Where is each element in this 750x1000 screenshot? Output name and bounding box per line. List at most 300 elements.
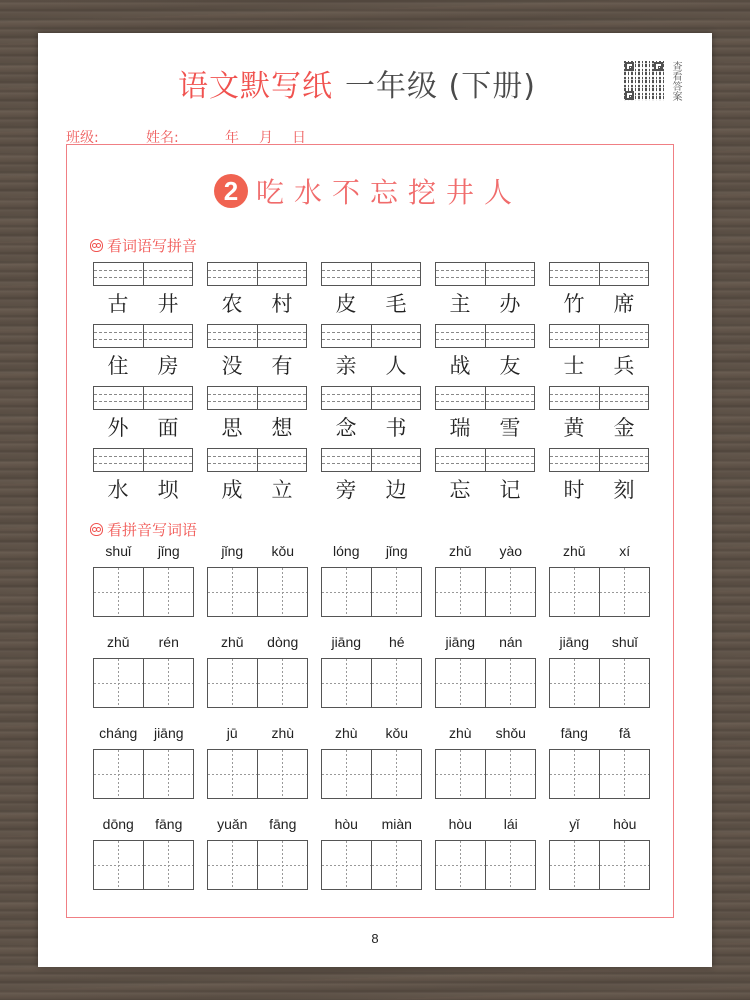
tianzige-cell[interactable] bbox=[550, 750, 599, 798]
pinyin-writing-cell[interactable] bbox=[550, 449, 599, 471]
pinyin-syllable: cháng bbox=[99, 725, 138, 741]
tianzige-cell[interactable] bbox=[143, 750, 193, 798]
year-label: 年 bbox=[225, 130, 239, 146]
pinyin-syllable: zhù bbox=[448, 725, 472, 741]
word-characters bbox=[207, 350, 307, 380]
word-item bbox=[549, 448, 649, 504]
pinyin-writing-cell[interactable] bbox=[436, 387, 485, 409]
pinyin-syllable: yuǎn bbox=[217, 816, 248, 832]
tianzige-grid[interactable] bbox=[207, 567, 308, 617]
tianzige-cell[interactable] bbox=[257, 750, 307, 798]
pinyin-writing-cell[interactable] bbox=[599, 387, 649, 409]
word-characters bbox=[435, 412, 535, 442]
word-characters bbox=[435, 474, 535, 504]
tianzige-grid[interactable] bbox=[207, 840, 308, 890]
tianzige-grid[interactable] bbox=[549, 840, 650, 890]
tianzige-cell[interactable] bbox=[371, 750, 421, 798]
pinyin-item bbox=[93, 543, 194, 617]
word-item bbox=[435, 448, 535, 504]
word-item bbox=[321, 262, 421, 318]
pinyin-syllable: hòu bbox=[613, 816, 637, 832]
pinyin-writing-cell[interactable] bbox=[436, 263, 485, 285]
word-row bbox=[93, 386, 663, 442]
hanzi-character: 瑞 bbox=[449, 416, 471, 440]
word-characters bbox=[93, 412, 193, 442]
pinyin-writing-cell[interactable] bbox=[257, 263, 307, 285]
pinyin-item bbox=[435, 816, 536, 890]
tianzige-grid[interactable] bbox=[321, 658, 422, 708]
pinyin-item bbox=[435, 543, 536, 617]
word-characters bbox=[93, 350, 193, 380]
hanzi-character: 皮 bbox=[335, 292, 357, 316]
tianzige-grid[interactable] bbox=[321, 567, 422, 617]
pinyin-item bbox=[93, 816, 194, 890]
pinyin-item bbox=[321, 543, 422, 617]
section-title-text: 看拼音写词语 bbox=[107, 521, 198, 539]
pinyin-syllable: lóng bbox=[333, 543, 360, 559]
tianzige-cell[interactable] bbox=[322, 568, 371, 616]
pinyin-writing-box[interactable] bbox=[549, 262, 649, 286]
pinyin-writing-cell[interactable] bbox=[599, 263, 649, 285]
pinyin-writing-cell[interactable] bbox=[436, 325, 485, 347]
pinyin-item bbox=[207, 634, 308, 708]
pinyin-writing-cell[interactable] bbox=[143, 263, 193, 285]
pinyin-syllable: kǒu bbox=[271, 543, 295, 559]
hanzi-character: 没 bbox=[221, 354, 243, 378]
pinyin-writing-box[interactable] bbox=[321, 324, 421, 348]
pinyin-writing-box[interactable] bbox=[207, 324, 307, 348]
pinyin-writing-box[interactable] bbox=[549, 324, 649, 348]
tianzige-cell[interactable] bbox=[208, 659, 257, 707]
tianzige-cell[interactable] bbox=[599, 568, 649, 616]
pinyin-writing-box[interactable] bbox=[207, 386, 307, 410]
pinyin-syllable: rén bbox=[158, 634, 179, 650]
pinyin-writing-box[interactable] bbox=[435, 262, 535, 286]
pinyin-row bbox=[93, 543, 663, 617]
tianzige-grid[interactable] bbox=[435, 567, 536, 617]
word-item bbox=[93, 262, 193, 318]
word-characters bbox=[435, 288, 535, 318]
page-number: 8 bbox=[371, 931, 379, 946]
word-characters bbox=[93, 474, 193, 504]
pinyin-writing-cell[interactable] bbox=[550, 325, 599, 347]
tianzige-cell[interactable] bbox=[322, 659, 371, 707]
pinyin-item bbox=[321, 816, 422, 890]
pinyin-syllable: fāng bbox=[269, 816, 297, 832]
pinyin-writing-cell[interactable] bbox=[550, 263, 599, 285]
title-main: 语文默写纸 bbox=[178, 69, 333, 104]
pinyin-writing-cell[interactable] bbox=[94, 263, 143, 285]
pinyin-writing-box[interactable] bbox=[435, 324, 535, 348]
pinyin-item bbox=[435, 725, 536, 799]
pinyin-syllable: kǒu bbox=[385, 725, 409, 741]
month-label: 月 bbox=[259, 130, 273, 146]
pinyin-syllable: shuǐ bbox=[611, 634, 638, 650]
pinyin-labels bbox=[435, 816, 536, 836]
pinyin-item bbox=[549, 816, 650, 890]
pinyin-writing-cell[interactable] bbox=[485, 325, 535, 347]
hanzi-character: 席 bbox=[613, 292, 635, 316]
word-row bbox=[93, 262, 663, 318]
word-item bbox=[321, 386, 421, 442]
word-row bbox=[93, 448, 663, 504]
pinyin-syllable: hòu bbox=[334, 816, 358, 832]
pinyin-labels bbox=[207, 634, 308, 654]
tianzige-cell[interactable] bbox=[436, 841, 485, 889]
hanzi-character: 外 bbox=[107, 416, 129, 440]
word-item bbox=[435, 386, 535, 442]
pinyin-syllable: jiāng bbox=[559, 634, 590, 650]
word-characters bbox=[321, 288, 421, 318]
lesson-title: 吃水不忘挖井人 bbox=[256, 176, 523, 209]
pinyin-writing-cell[interactable] bbox=[208, 449, 257, 471]
pinyin-writing-cell[interactable] bbox=[599, 325, 649, 347]
word-characters bbox=[93, 288, 193, 318]
tianzige-grid[interactable] bbox=[435, 749, 536, 799]
pinyin-writing-cell[interactable] bbox=[485, 387, 535, 409]
pinyin-writing-cell[interactable] bbox=[371, 449, 421, 471]
pinyin-syllable: fāng bbox=[560, 725, 588, 741]
pinyin-syllable: jiāng bbox=[331, 634, 362, 650]
section-title-text: 看词语写拼音 bbox=[107, 237, 198, 255]
tianzige-cell[interactable] bbox=[371, 568, 421, 616]
pinyin-row bbox=[93, 725, 663, 799]
pinyin-syllable: fǎ bbox=[618, 725, 631, 741]
pinyin-labels bbox=[549, 543, 650, 563]
pinyin-syllable: lái bbox=[503, 816, 518, 832]
pinyin-item bbox=[93, 634, 194, 708]
tianzige-cell[interactable] bbox=[371, 841, 421, 889]
title-grade: 一年级 (下册) bbox=[345, 69, 536, 104]
word-item bbox=[435, 324, 535, 380]
hanzi-character: 村 bbox=[271, 292, 293, 316]
pinyin-labels bbox=[321, 816, 422, 836]
pinyin-item bbox=[93, 725, 194, 799]
tianzige-grid[interactable] bbox=[321, 749, 422, 799]
owl-icon bbox=[90, 523, 103, 536]
pinyin-labels bbox=[207, 816, 308, 836]
pinyin-writing-box[interactable] bbox=[93, 324, 193, 348]
tianzige-cell[interactable] bbox=[599, 659, 649, 707]
pinyin-writing-box[interactable] bbox=[435, 448, 535, 472]
tianzige-cell[interactable] bbox=[485, 750, 535, 798]
pinyin-syllable: jiāng bbox=[153, 725, 184, 741]
pinyin-labels bbox=[93, 816, 194, 836]
hanzi-character: 忘 bbox=[449, 478, 471, 502]
pinyin-item bbox=[549, 543, 650, 617]
tianzige-cell[interactable] bbox=[94, 568, 143, 616]
pinyin-writing-cell[interactable] bbox=[371, 387, 421, 409]
tianzige-grid[interactable] bbox=[549, 749, 650, 799]
pinyin-syllable: jiāng bbox=[445, 634, 476, 650]
word-characters bbox=[435, 350, 535, 380]
hanzi-character: 毛 bbox=[385, 292, 407, 316]
hanzi-character: 记 bbox=[499, 478, 521, 502]
pinyin-syllable: nán bbox=[499, 634, 523, 650]
word-item bbox=[321, 324, 421, 380]
qr-label: 查看答案 bbox=[670, 61, 681, 101]
tianzige-cell[interactable] bbox=[599, 841, 649, 889]
word-item bbox=[321, 448, 421, 504]
tianzige-grid[interactable] bbox=[207, 749, 308, 799]
tianzige-cell[interactable] bbox=[208, 841, 257, 889]
hanzi-character: 友 bbox=[499, 354, 521, 378]
pinyin-writing-box[interactable] bbox=[207, 448, 307, 472]
pinyin-syllable: shuǐ bbox=[105, 543, 132, 559]
lesson-number-badge: 2 bbox=[214, 174, 248, 208]
tianzige-cell[interactable] bbox=[599, 750, 649, 798]
pinyin-item bbox=[321, 634, 422, 708]
tianzige-grid[interactable] bbox=[207, 658, 308, 708]
tianzige-cell[interactable] bbox=[485, 841, 535, 889]
pinyin-writing-cell[interactable] bbox=[208, 325, 257, 347]
hanzi-character: 时 bbox=[563, 478, 585, 502]
pinyin-syllable: yǐ bbox=[569, 816, 580, 832]
day-label: 日 bbox=[292, 130, 306, 146]
word-characters bbox=[321, 474, 421, 504]
hanzi-character: 竹 bbox=[563, 292, 585, 316]
tianzige-cell[interactable] bbox=[485, 568, 535, 616]
word-characters bbox=[207, 288, 307, 318]
tianzige-cell[interactable] bbox=[94, 841, 143, 889]
word-item bbox=[549, 262, 649, 318]
pinyin-writing-cell[interactable] bbox=[94, 325, 143, 347]
tianzige-cell[interactable] bbox=[550, 568, 599, 616]
word-item bbox=[549, 324, 649, 380]
tianzige-cell[interactable] bbox=[94, 659, 143, 707]
pinyin-labels bbox=[321, 725, 422, 745]
tianzige-grid[interactable] bbox=[93, 749, 194, 799]
pinyin-syllable: zhǔ bbox=[220, 634, 244, 650]
hanzi-character: 房 bbox=[157, 354, 179, 378]
pinyin-syllable: dōng bbox=[102, 816, 134, 832]
pinyin-syllable: fāng bbox=[155, 816, 183, 832]
pinyin-writing-box[interactable] bbox=[321, 262, 421, 286]
tianzige-cell[interactable] bbox=[436, 568, 485, 616]
hanzi-character: 成 bbox=[221, 478, 243, 502]
pinyin-writing-box[interactable] bbox=[549, 386, 649, 410]
pinyin-labels bbox=[321, 634, 422, 654]
tianzige-cell[interactable] bbox=[550, 841, 599, 889]
word-characters bbox=[321, 412, 421, 442]
tianzige-grid[interactable] bbox=[321, 840, 422, 890]
pinyin-writing-cell[interactable] bbox=[322, 449, 371, 471]
pinyin-row bbox=[93, 634, 663, 708]
word-item bbox=[93, 448, 193, 504]
pinyin-syllable: jǐng bbox=[157, 543, 180, 559]
tianzige-cell[interactable] bbox=[371, 659, 421, 707]
word-characters bbox=[321, 350, 421, 380]
pinyin-writing-cell[interactable] bbox=[599, 449, 649, 471]
hanzi-character: 金 bbox=[613, 416, 635, 440]
class-label: 班级: bbox=[66, 130, 99, 146]
pinyin-writing-cell[interactable] bbox=[322, 387, 371, 409]
word-characters bbox=[549, 412, 649, 442]
pinyin-writing-cell[interactable] bbox=[208, 387, 257, 409]
word-row bbox=[93, 324, 663, 380]
pinyin-labels bbox=[549, 725, 650, 745]
hanzi-character: 水 bbox=[107, 478, 129, 502]
hanzi-character: 农 bbox=[221, 292, 243, 316]
tianzige-cell[interactable] bbox=[322, 750, 371, 798]
hanzi-character: 亲 bbox=[335, 354, 357, 378]
pinyin-item bbox=[207, 725, 308, 799]
pinyin-syllable: zhù bbox=[271, 725, 295, 741]
hanzi-character: 书 bbox=[385, 416, 407, 440]
pinyin-writing-cell[interactable] bbox=[322, 263, 371, 285]
word-item bbox=[207, 324, 307, 380]
pinyin-labels bbox=[549, 634, 650, 654]
pinyin-labels bbox=[435, 634, 536, 654]
pinyin-syllable: jǐng bbox=[385, 543, 408, 559]
tianzige-cell[interactable] bbox=[208, 750, 257, 798]
tianzige-grid[interactable] bbox=[435, 840, 536, 890]
pinyin-writing-box[interactable] bbox=[207, 262, 307, 286]
hanzi-character: 人 bbox=[385, 354, 407, 378]
hanzi-character: 古 bbox=[107, 292, 129, 316]
hanzi-character: 士 bbox=[563, 354, 585, 378]
word-item bbox=[549, 386, 649, 442]
worksheet-title bbox=[178, 61, 536, 105]
tianzige-cell[interactable] bbox=[436, 659, 485, 707]
pinyin-item bbox=[549, 725, 650, 799]
pinyin-item bbox=[435, 634, 536, 708]
pinyin-labels bbox=[207, 725, 308, 745]
hanzi-character: 战 bbox=[449, 354, 471, 378]
tianzige-cell[interactable] bbox=[485, 659, 535, 707]
tianzige-grid[interactable] bbox=[93, 567, 194, 617]
tianzige-grid[interactable] bbox=[93, 840, 194, 890]
pinyin-syllable: miàn bbox=[381, 816, 412, 832]
pinyin-syllable: xí bbox=[619, 543, 631, 559]
pinyin-writing-box[interactable] bbox=[93, 448, 193, 472]
owl-icon bbox=[90, 239, 103, 252]
pinyin-writing-cell[interactable] bbox=[143, 449, 193, 471]
pinyin-writing-box[interactable] bbox=[549, 448, 649, 472]
pinyin-writing-box[interactable] bbox=[93, 386, 193, 410]
hanzi-character: 住 bbox=[107, 354, 129, 378]
pinyin-labels bbox=[321, 543, 422, 563]
pinyin-writing-box[interactable] bbox=[435, 386, 535, 410]
tianzige-cell[interactable] bbox=[436, 750, 485, 798]
tianzige-cell[interactable] bbox=[322, 841, 371, 889]
word-item bbox=[435, 262, 535, 318]
tianzige-cell[interactable] bbox=[94, 750, 143, 798]
qr-code-icon[interactable] bbox=[624, 61, 664, 101]
tianzige-cell[interactable] bbox=[257, 841, 307, 889]
pinyin-labels bbox=[93, 543, 194, 563]
hanzi-character: 主 bbox=[449, 292, 471, 316]
word-characters bbox=[207, 474, 307, 504]
pinyin-writing-cell[interactable] bbox=[94, 449, 143, 471]
pinyin-writing-cell[interactable] bbox=[257, 449, 307, 471]
pinyin-item bbox=[207, 816, 308, 890]
tianzige-cell[interactable] bbox=[257, 568, 307, 616]
tianzige-cell[interactable] bbox=[208, 568, 257, 616]
pinyin-syllable: jǐng bbox=[221, 543, 244, 559]
hanzi-character: 面 bbox=[157, 416, 179, 440]
pinyin-writing-cell[interactable] bbox=[550, 387, 599, 409]
pinyin-writing-box[interactable] bbox=[93, 262, 193, 286]
word-characters bbox=[549, 474, 649, 504]
pinyin-writing-cell[interactable] bbox=[208, 263, 257, 285]
pinyin-syllable: jū bbox=[226, 725, 238, 741]
tianzige-cell[interactable] bbox=[257, 659, 307, 707]
word-item bbox=[93, 386, 193, 442]
pinyin-syllable: zhǔ bbox=[448, 543, 472, 559]
word-characters bbox=[549, 350, 649, 380]
tianzige-grid[interactable] bbox=[549, 567, 650, 617]
tianzige-grid[interactable] bbox=[435, 658, 536, 708]
pinyin-labels bbox=[549, 816, 650, 836]
pinyin-syllable: zhǔ bbox=[562, 543, 586, 559]
hanzi-character: 坝 bbox=[157, 478, 179, 502]
pinyin-syllable: yào bbox=[499, 543, 523, 559]
pinyin-syllable: shǒu bbox=[495, 725, 526, 741]
hanzi-character: 想 bbox=[271, 416, 293, 440]
pinyin-writing-cell[interactable] bbox=[143, 387, 193, 409]
pinyin-labels bbox=[435, 725, 536, 745]
hanzi-character: 兵 bbox=[613, 354, 635, 378]
pinyin-writing-cell[interactable] bbox=[257, 325, 307, 347]
pinyin-labels bbox=[93, 725, 194, 745]
pinyin-labels bbox=[435, 543, 536, 563]
pinyin-writing-cell[interactable] bbox=[371, 325, 421, 347]
word-characters bbox=[207, 412, 307, 442]
pinyin-syllable: hé bbox=[388, 634, 405, 650]
lesson-heading bbox=[214, 171, 522, 211]
hanzi-character: 刻 bbox=[613, 478, 635, 502]
pinyin-labels bbox=[93, 634, 194, 654]
pinyin-writing-cell[interactable] bbox=[94, 387, 143, 409]
hanzi-character: 边 bbox=[385, 478, 407, 502]
word-characters bbox=[549, 288, 649, 318]
hanzi-character: 思 bbox=[221, 416, 243, 440]
hanzi-character: 井 bbox=[157, 292, 179, 316]
pinyin-writing-cell[interactable] bbox=[485, 449, 535, 471]
pinyin-row bbox=[93, 816, 663, 890]
pinyin-item bbox=[321, 725, 422, 799]
tianzige-grid[interactable] bbox=[549, 658, 650, 708]
pinyin-writing-box[interactable] bbox=[321, 448, 421, 472]
tianzige-grid[interactable] bbox=[93, 658, 194, 708]
pinyin-writing-cell[interactable] bbox=[322, 325, 371, 347]
word-item bbox=[93, 324, 193, 380]
section-pinyin-to-words-title bbox=[90, 519, 197, 540]
pinyin-syllable: zhǔ bbox=[106, 634, 130, 650]
pinyin-syllable: dòng bbox=[267, 634, 299, 650]
tianzige-cell[interactable] bbox=[550, 659, 599, 707]
pinyin-item bbox=[549, 634, 650, 708]
hanzi-character: 旁 bbox=[335, 478, 357, 502]
worksheet-page bbox=[38, 33, 712, 967]
hanzi-character: 黄 bbox=[563, 416, 585, 440]
pinyin-writing-cell[interactable] bbox=[436, 449, 485, 471]
hanzi-character: 办 bbox=[499, 292, 521, 316]
pinyin-syllable: zhù bbox=[334, 725, 358, 741]
tianzige-cell[interactable] bbox=[143, 568, 193, 616]
pinyin-writing-cell[interactable] bbox=[371, 263, 421, 285]
tianzige-cell[interactable] bbox=[143, 659, 193, 707]
hanzi-character: 立 bbox=[271, 478, 293, 502]
pinyin-writing-box[interactable] bbox=[321, 386, 421, 410]
word-item bbox=[207, 386, 307, 442]
pinyin-writing-cell[interactable] bbox=[143, 325, 193, 347]
pinyin-writing-cell[interactable] bbox=[257, 387, 307, 409]
tianzige-cell[interactable] bbox=[143, 841, 193, 889]
pinyin-writing-cell[interactable] bbox=[485, 263, 535, 285]
pinyin-labels bbox=[207, 543, 308, 563]
